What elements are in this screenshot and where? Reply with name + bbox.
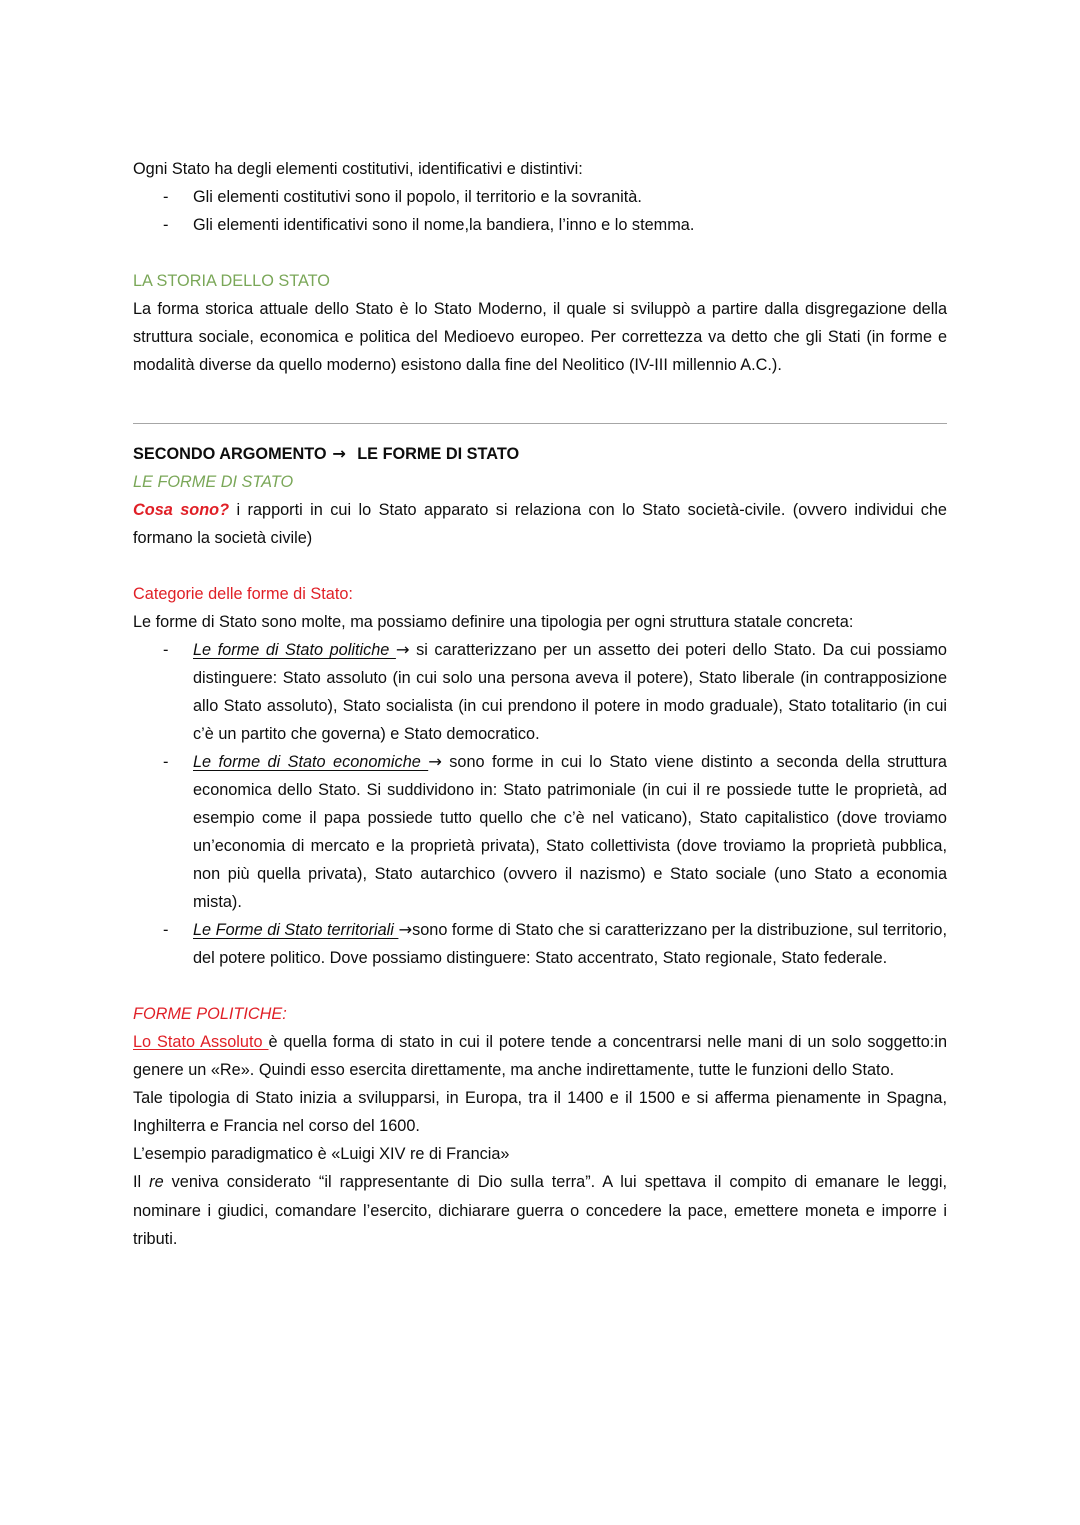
secondo-argomento-title-suffix: LE FORME DI STATO <box>357 445 520 464</box>
paragraph-il-re-post: veniva considerato “il rappresentante di Dio sulla terra”. A lui spettava il compito di emanare le leggi, nominare i giudici, comandare l’esercito, dichiarare guerra o concedere la pace, emettere moneta e imporre i tributi. <box>133 1173 947 1248</box>
spacer <box>133 379 947 423</box>
paragraph-tale-tipologia: Tale tipologia di Stato inizia a svilupparsi, in Europa, tra il 1400 e il 1500 e si afferma pienamente in Spagna, Inghilterra e Francia nel corso del 1600. <box>133 1089 947 1136</box>
list-item <box>133 748 947 916</box>
list-item-text: sono forme di Stato che si caratterizzano per la distribuzione, sul territorio, del potere politico. Dove possiamo distinguere: Stato accentrato, Stato regionale, Stato federale. <box>193 921 947 968</box>
list-item-label: Gli elementi identificativi sono il nome,la bandiera, l’inno e lo stemma. <box>193 216 695 235</box>
dash-bullet-icon: - <box>163 641 169 660</box>
list-item-text: sono forme in cui lo Stato viene distinto a seconda della struttura economica dello Stato. Si suddividono in: Stato patrimoniale (in cui il re possiede tutte le proprietà, ad esempio come il papa possiede tutto quello che c’è nel vaticano), Stato capitalistico (dove troviamo un’economia di mercato e la proprietà privata), Stato collettivista (dove troviamo la proprietà pubblica, non più quella privata), Stato autarchico (ovvero il nazismo) e Stato sociale (uno Stato a economia mista). <box>193 753 947 912</box>
dash-bullet-icon: - <box>163 921 169 940</box>
list-item-term: Le Forme di Stato territoriali <box>193 921 399 940</box>
subheading-le-forme-di-stato: LE FORME DI STATO <box>133 473 294 492</box>
spacer <box>133 552 947 580</box>
dash-bullet-icon: - <box>163 753 169 772</box>
section-heading-categorie: Categorie delle forme di Stato: <box>133 585 353 604</box>
list-item-text: si caratterizzano per un assetto dei poteri dello Stato. Da cui possiamo distinguere: Stato assoluto (in cui solo una persona aveva il potere), Stato liberale (in contrapposizione allo Stato assoluto), Stato socialista (in cui prendono il potere in modo graduale), Stato totalitario (in cui c’è un partito che governa) e Stato democratico. <box>193 641 947 744</box>
intro-lead: Ogni Stato ha degli elementi costitutivi, identificativi e distintivi: <box>133 160 583 178</box>
list-item-term: Le forme di Stato economiche <box>193 753 429 772</box>
list-item <box>133 211 947 239</box>
intro-bullet-list <box>133 183 947 239</box>
list-item <box>133 183 947 211</box>
dash-bullet-icon: - <box>163 188 169 207</box>
right-arrow-icon: → <box>428 752 442 772</box>
list-item-term: Le forme di Stato politiche <box>193 641 396 660</box>
right-arrow-icon: → <box>326 444 358 464</box>
paragraph-esempio: L’esempio paradigmatico è «Luigi XIV re di Francia» <box>133 1145 510 1164</box>
right-arrow-icon: → <box>398 920 413 940</box>
section-heading-storia: LA STORIA DELLO STATO <box>133 272 330 291</box>
dash-bullet-icon: - <box>163 216 169 235</box>
list-item <box>133 916 947 972</box>
list-item-label: Gli elementi costitutivi sono il popolo, il territorio e la sovranità. <box>193 188 642 207</box>
storia-body-paragraph: La forma storica attuale dello Stato è lo Stato Moderno, il quale si sviluppò a partire dalla disgregazione della struttura sociale, economica e politica del Medioevo europeo. Per correttezza va detto che gli Stati (in forme e modalità diverse da quello moderno) esistono dalla fine del Neolitico (IV-III millennio A.C.). <box>133 300 947 375</box>
stato-assoluto-definition: è quella forma di stato in cui il potere tende a concentrarsi nelle mani di un solo soggetto:in genere un «Re». Quindi esso esercita direttamente, ma anche indirettamente, tutte le funzioni dello Stato. <box>133 1033 947 1080</box>
cosa-sono-question: Cosa sono? <box>133 501 230 520</box>
paragraph-il-re-emphasis: re <box>149 1173 164 1192</box>
document-body <box>133 155 947 1253</box>
paragraph-il-re <box>133 1168 947 1252</box>
categorie-bullet-list <box>133 636 947 972</box>
spacer <box>133 239 947 267</box>
stato-assoluto-term: Lo Stato Assoluto <box>133 1033 269 1052</box>
stato-assoluto-paragraph <box>133 1028 947 1084</box>
cosa-sono-paragraph <box>133 496 947 552</box>
spacer <box>133 972 947 1000</box>
cosa-sono-answer: i rapporti in cui lo Stato apparato si relaziona con lo Stato società-civile. (ovvero individui che formano la società civile) <box>133 501 947 548</box>
paragraph-il-re-pre: Il <box>133 1173 150 1192</box>
right-arrow-icon: → <box>395 640 410 660</box>
section-divider <box>133 423 947 424</box>
list-item <box>133 636 947 748</box>
secondo-argomento-title <box>133 440 947 468</box>
section-heading-forme-politiche: FORME POLITICHE: <box>133 1005 287 1024</box>
secondo-argomento-title-prefix: SECONDO ARGOMENTO <box>133 445 327 464</box>
categorie-intro: Le forme di Stato sono molte, ma possiamo definire una tipologia per ogni struttura statale concreta: <box>133 613 854 632</box>
